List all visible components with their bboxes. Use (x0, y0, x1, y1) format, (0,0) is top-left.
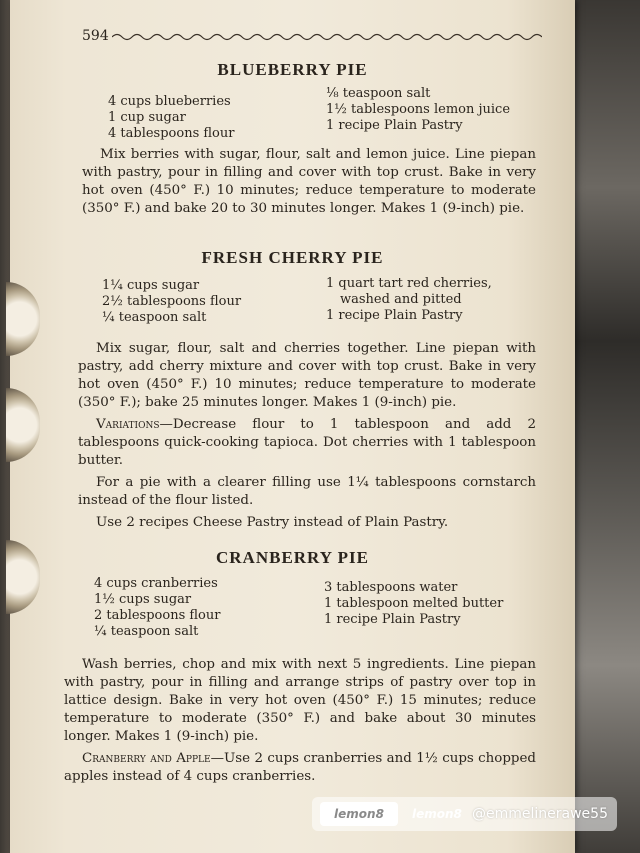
ingredient-line: 1½ cups sugar (94, 592, 192, 607)
ingredients-left-blueberry (108, 94, 234, 142)
ingredients-right-cranberry (324, 580, 503, 628)
ingredient-line: 1 recipe Plain Pastry (326, 118, 463, 133)
ingredient-line: ¼ teaspoon salt (94, 624, 199, 639)
instruction-paragraph: For a pie with a clearer filling use 1¼ tablespoons cornstarch instead of the flour listed. (78, 475, 536, 508)
index-tab-cutout (6, 282, 40, 356)
instruction-paragraph: Use 2 recipes Cheese Pastry instead of Plain Pastry. (96, 515, 449, 530)
ingredient-line: 2½ tablespoons flour (102, 294, 242, 309)
ingredient-line: ⅛ teaspoon salt (326, 86, 431, 101)
variation-text: —Use 2 cups cranberries and 1½ cups chopped apples instead of 4 cups cranberries. (64, 751, 537, 784)
instruction-paragraph: Mix berries with sugar, flour, salt and lemon juice. Line piepan with pastry, pour in filling and cover with top crust. Bake in very hot oven (450° F.) 10 minutes; reduce temperature to moderate (350° F.) and bake 20 to 30 minutes longer. Makes 1 (9-inch) pie. (82, 147, 536, 216)
ingredient-line: washed and pitted (340, 292, 462, 307)
variation-label: Cranberry and Apple (82, 751, 211, 766)
lemon8-logo-icon: lemon8 (320, 802, 398, 826)
variation-paragraph (78, 416, 536, 470)
variation-paragraph (64, 750, 536, 786)
ingredient-line: ¼ teaspoon salt (102, 310, 207, 325)
instruction-paragraph: Mix sugar, flour, salt and cherries together. Line piepan with pastry, add cherry mixture and cover with top crust. Bake in very hot oven (450° F.) 10 minutes; reduce temperature to moderate (350° F.); bake 25 minutes longer. Makes 1 (9-inch) pie. (78, 341, 536, 410)
ingredient-line: 1 tablespoon melted butter (324, 596, 504, 611)
ingredients-right-cherry (326, 276, 492, 324)
instructions-cherry (78, 340, 536, 536)
ingredient-line: 4 tablespoons flour (108, 126, 235, 141)
watermark-overlay (312, 797, 617, 831)
index-tab-cutout (6, 388, 40, 462)
ingredient-line: 3 tablespoons water (324, 580, 458, 595)
page-number: 594 (82, 28, 109, 44)
instructions-blueberry (82, 146, 536, 222)
ingredients-left-cranberry (94, 576, 220, 640)
cookbook-page (10, 0, 575, 853)
lemon8-logo-icon: lemon8 (412, 807, 462, 821)
ingredient-line: 2 tablespoons flour (94, 608, 221, 623)
recipe-title-cherry: FRESH CHERRY PIE (201, 248, 384, 267)
watermark-handle: @emmelinerawe55 (472, 806, 608, 822)
variation-label: Variations (96, 417, 160, 432)
variation-text: —Decrease flour to 1 tablespoon and add 2 tablespoons quick-cooking tapioca. Dot cherries with 1 tablespoon butter. (78, 417, 536, 468)
ingredient-line: 4 cups blueberries (108, 94, 231, 109)
ingredient-line: 1 cup sugar (108, 110, 186, 125)
instruction-paragraph: Wash berries, chop and mix with next 5 ingredients. Line piepan with pastry, pour in filling and arrange strips of pastry over top in lattice design. Bake in very hot oven (450° F.) 15 minutes; reduce temperature to moderate (350° F.) and bake about 30 minutes longer. Makes 1 (9-inch) pie. (64, 657, 536, 744)
recipe-title-blueberry: BLUEBERRY PIE (217, 60, 368, 79)
instructions-cranberry (64, 656, 536, 790)
ingredients-right-blueberry (326, 86, 510, 134)
ingredient-line: 1½ tablespoons lemon juice (326, 102, 511, 117)
ingredient-line: 4 cups cranberries (94, 576, 218, 591)
page-header (82, 28, 542, 48)
wavy-rule-icon (112, 32, 542, 42)
recipe-title-cranberry: CRANBERRY PIE (216, 548, 369, 567)
ingredient-line: 1¼ cups sugar (102, 278, 200, 293)
ingredient-line: 1 quart tart red cherries, (326, 276, 492, 291)
ingredients-left-cherry (102, 278, 241, 326)
ingredient-line: 1 recipe Plain Pastry (324, 612, 461, 627)
ingredient-line: 1 recipe Plain Pastry (326, 308, 463, 323)
